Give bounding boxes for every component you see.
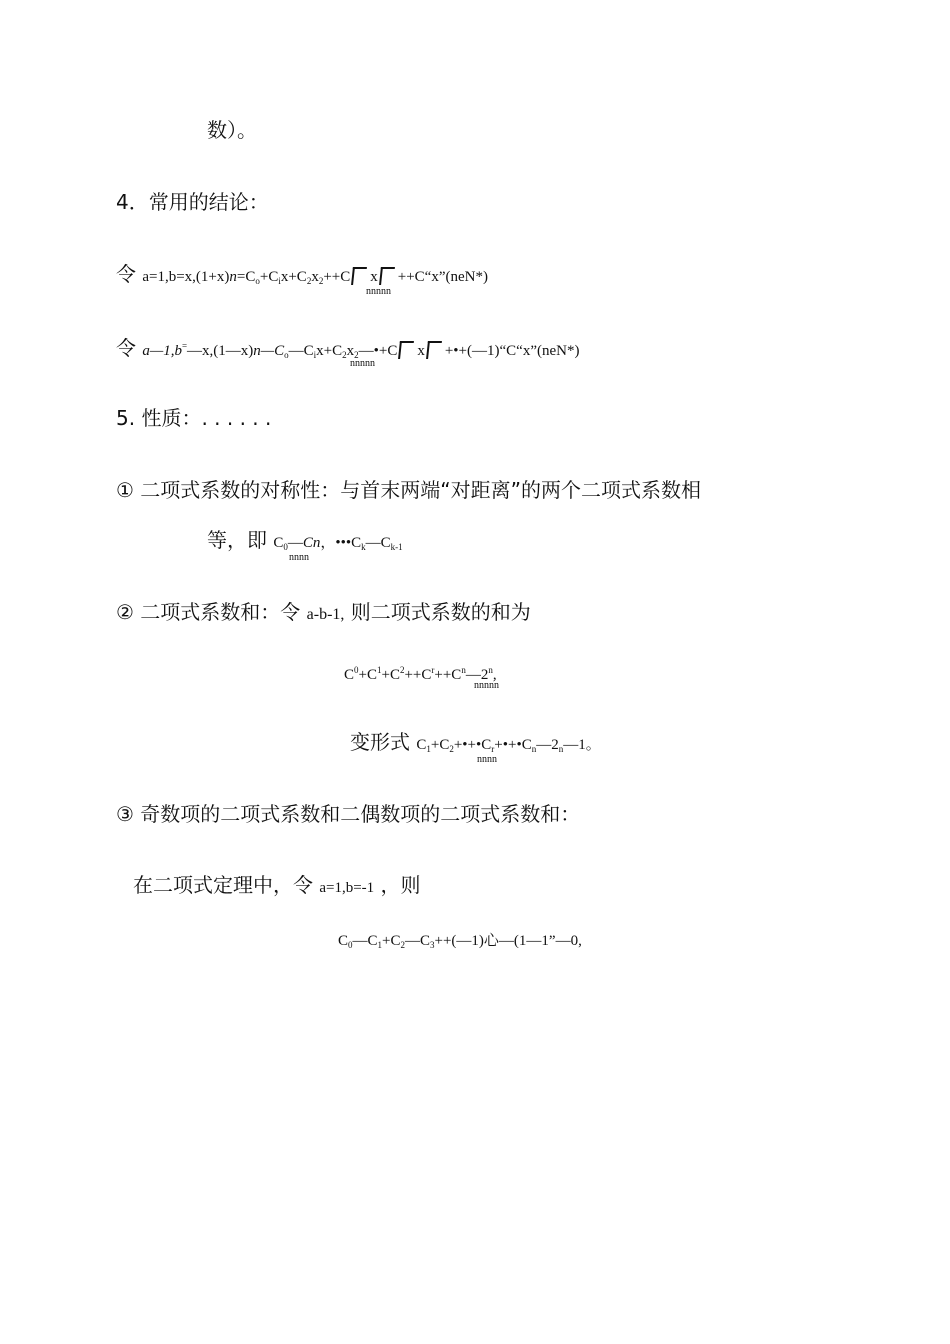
- formula-line-1: [116, 262, 488, 293]
- property-2-condition: a-b-1,: [306, 606, 345, 623]
- setup-condition: a=1,b=-1: [319, 880, 375, 896]
- formula-subscript-row: nnnn: [477, 754, 497, 765]
- section-heading-5: 5. 性质：. . . . . .: [116, 406, 272, 430]
- alternating-sum-formula: [338, 926, 582, 957]
- formula-line-2: [116, 334, 579, 367]
- property-2-text: [116, 600, 531, 627]
- symmetry-formula: $C_0—Cn$，$•••C_k—C_{k-1}$: [273, 535, 403, 552]
- property-2-suffix: 则二项式系数的和为: [350, 600, 531, 624]
- variant-prefix: 变形式: [350, 730, 410, 754]
- continued-text: 数）。: [207, 118, 257, 142]
- binomial-sum-expression: $C^0+C^1+C^2++C^r++C^n—2^n$,: [344, 665, 497, 683]
- formula-subscript-row: nnnnn: [366, 286, 391, 297]
- alternating-sum-expression: $C_0—C_1+C_2—C_3++(—1)$心—(1—1”—0,: [338, 933, 582, 950]
- property-3-setup: [133, 873, 421, 900]
- setup-prefix: 在二项式定理中，令: [133, 873, 313, 897]
- variant-expression: $C_1+C_2+•+•C_r+•+•C_n—2_n—1$。: [416, 737, 601, 754]
- continuation-prefix: 等，即: [207, 528, 267, 552]
- formula-expression-1: $a=1,b=x,(1+x)n=C_o+C_ix+C_2x_2++C$ x ++C“x”(neN*): [142, 269, 488, 286]
- variant-formula-line: [350, 730, 601, 761]
- property-1-text: ① 二项式系数的对称性：与首末两端“对距离”的两个二项式系数相: [116, 478, 702, 502]
- section-heading-4: 4．常用的结论：: [116, 190, 269, 214]
- formula-subscript-row: nnnn: [289, 552, 309, 563]
- formula-prefix: 令: [116, 262, 136, 286]
- formula-subscript-row: nnnnn: [350, 358, 375, 369]
- formula-prefix: 令: [116, 336, 136, 360]
- formula-expression-2: $a—1,b^=—x,(1—x)n—C_o—C_ix+C_2x_2—•+C$ x +•+(—1)“C“x”(neN*): [142, 341, 580, 360]
- property-2-prefix: ② 二项式系数和：令: [116, 600, 301, 624]
- setup-suffix: ，则: [380, 873, 421, 897]
- property-3-text: ③ 奇数项的二项式系数和二偶数项的二项式系数和：: [116, 802, 581, 826]
- formula-subscript-row: nnnnn: [474, 680, 499, 691]
